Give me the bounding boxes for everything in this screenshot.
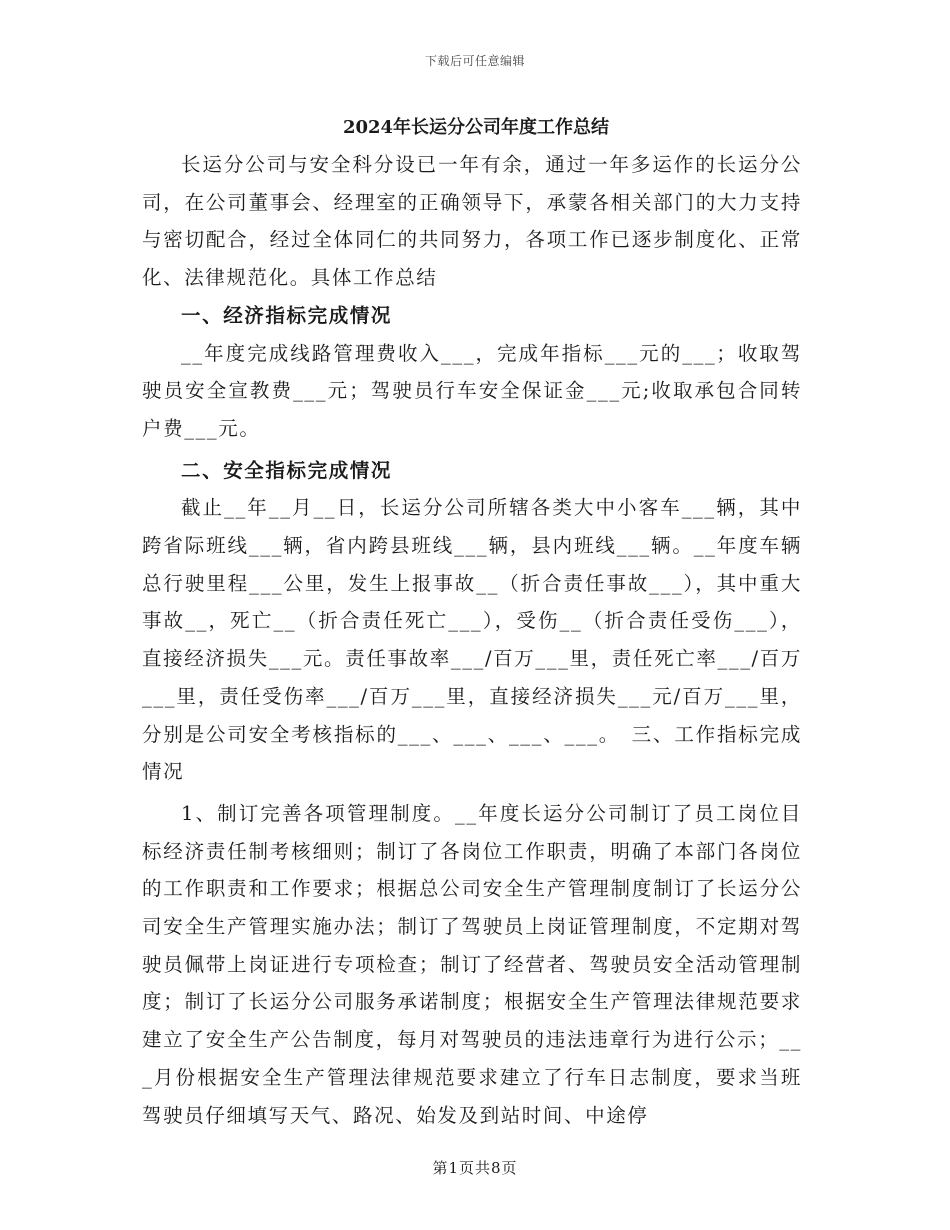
page-number: 第1页共8页 — [432, 1159, 518, 1177]
safety-paragraph: 截止__年__月__日，长运分公司所辖各类大中小客车___辆，其中跨省际班线___辆，省内跨县班线___辆，县内班线___辆。__年度车辆总行驶里程___公里，发生上报事故__（折合责任事故___），其中重大事故__，死亡__（折合责任死亡___），受伤__（折合责任受伤___），直接经济损失___元。责任事故率___/百万___里，责任死亡率___/百万___里，责任受伤率___/百万___里，直接经济损失___元/百万___里，分别是公司安全考核指标的___、___、___、___。 三、工作指标完成情况 — [142, 496, 802, 784]
item1-paragraph: 1、制订完善各项管理制度。__年度长运分公司制订了员工岗位目标经济责任制考核细则；制订了各岗位工作职责，明确了本部门各岗位的工作职责和工作要求；根据总公司安全生产管理制度制订了长运分公司安全生产管理实施办法；制订了驾驶员上岗证管理制度，不定期对驾驶员佩带上岗证进行专项检查；制订了经营者、驾驶员安全活动管理制度；制订了长运分公司服务承诺制度；根据安全生产管理法律规范要求建立了安全生产公告制度，每月对驾驶员的违法违章行为进行公示；___月份根据安全生产管理法律规范要求建立了行车日志制度，要求当班驾驶员仔细填写天气、路况、始发及到站时间、中途停 — [142, 801, 802, 1127]
intro-paragraph: 长运分公司与安全科分设已一年有余，通过一年多运作的长运分公司，在公司董事会、经理室的正确领导下，承蒙各相关部门的大力支持与密切配合，经过全体同仁的共同努力，各项工作已逐步制度化、正常化、法律规范化。具体工作总结 — [142, 153, 802, 290]
economic-paragraph: __年度完成线路管理费收入___，完成年指标___元的___；收取驾驶员安全宣教费___元；驾驶员行车安全保证金___元;收取承包合同转户费___元。 — [142, 341, 802, 440]
document-page — [142, 112, 802, 1134]
header-note: 下载后可任意编辑 — [424, 54, 525, 68]
section-heading-economic: 一、经济指标完成情况 — [181, 303, 393, 327]
section-heading-safety: 二、安全指标完成情况 — [181, 458, 393, 482]
document-title: 2024年长运分公司年度工作总结 — [342, 117, 610, 138]
